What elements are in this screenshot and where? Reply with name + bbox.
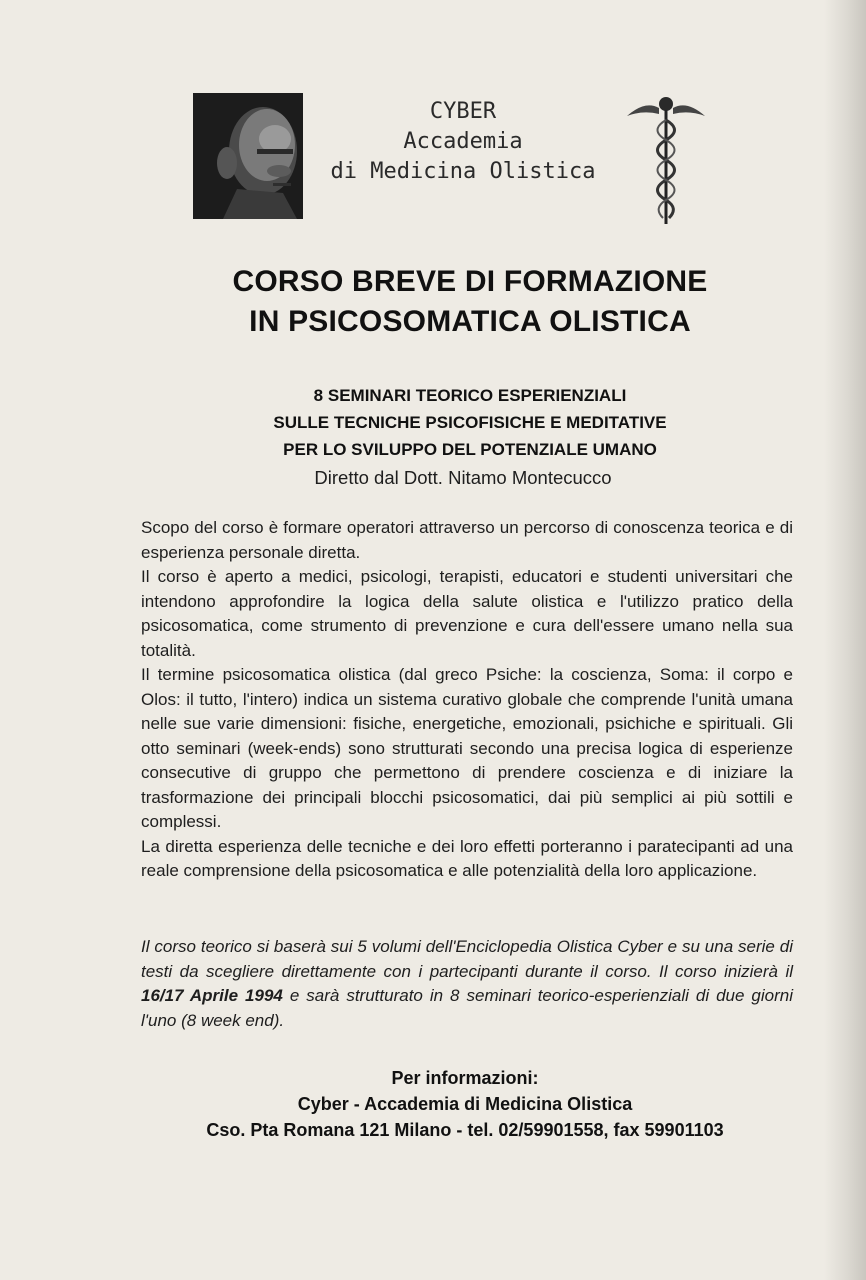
portrait-photo: [193, 93, 303, 219]
title-line-1: CORSO BREVE DI FORMAZIONE: [232, 265, 708, 298]
schedule-text-part-2: e sarà strutturato in 8 seminari teorico-esperienziali di due giorni l'uno (8 week end).: [141, 986, 793, 1030]
contact-address: Cso. Pta Romana 121 Milano - tel. 02/59901558, fax 59901103: [206, 1120, 724, 1140]
subtitle-line-3: PER LO SVILUPPO DEL POTENZIALE UMANO: [283, 440, 657, 459]
subtitle-line-2: SULLE TECNICHE PSICOFISICHE E MEDITATIVE: [273, 413, 667, 432]
masthead-line-accademia: Accademia: [403, 129, 523, 154]
course-description: [141, 516, 793, 884]
description-paragraph-3: Il termine psicosomatica olistica (dal greco Psiche: la coscienza, Soma: il corpo e Olos: il tutto, l'intero) indica un sistema curativo globale che comprende l'unità umana nelle sue varie dimensioni: fisiche, energetiche, emozionali, psichiche e spirituali. Gli otto seminari (week-ends) sono strutturati secondo una precisa logica di esperienze consecutive di gruppo che permettono di prendere coscienza e di iniziare la trasformazione dei principali blocchi psicosomatici, dai più semplici ai più sottili e complessi.: [141, 665, 793, 831]
start-date: 16/17 Aprile 1994: [141, 986, 283, 1005]
title-line-2: IN PSICOSOMATICA OLISTICA: [249, 305, 691, 338]
course-director: Diretto dal Dott. Nitamo Montecucco: [314, 467, 612, 488]
subtitle-line-1: 8 SEMINARI TEORICO ESPERIENZIALI: [313, 386, 627, 405]
description-paragraph-2: Il corso è aperto a medici, psicologi, terapisti, educatori e studenti universitari che intendono approfondire la logica della salute olistica e l'utilizzo pratico della psicosomatica, come strumento di prevenzione e cura dell'essere umano nella sua totalità.: [141, 567, 793, 660]
course-schedule-note: [141, 935, 793, 1033]
schedule-text-part-1: Il corso teorico si baserà sui 5 volumi dell'Enciclopedia Olistica Cyber e su una serie di testi da scegliere direttamente con i partecipanti durante il corso. Il corso inizierà il: [141, 937, 793, 981]
course-title: [0, 262, 866, 342]
course-subtitle: [0, 382, 866, 463]
contact-block: [0, 1065, 866, 1143]
masthead-line-medicina: di Medicina Olistica: [330, 159, 596, 184]
contact-organization: Cyber - Accademia di Medicina Olistica: [297, 1094, 633, 1114]
description-paragraph-1: Scopo del corso è formare operatori attraverso un percorso di conoscenza teorica e di esperienza personale diretta.: [141, 518, 793, 562]
caduceus-logo: [623, 90, 709, 228]
contact-heading: Per informazioni:: [391, 1068, 539, 1088]
masthead-line-cyber: CYBER: [429, 99, 497, 124]
academy-masthead: [318, 97, 608, 187]
description-paragraph-4: La diretta esperienza delle tecniche e dei loro effetti porteranno i paratecipanti ad una reale comprensione della psicosomatica e alle potenzialità della loro applicazione.: [141, 836, 793, 880]
schedule-paragraph: [141, 935, 793, 1033]
